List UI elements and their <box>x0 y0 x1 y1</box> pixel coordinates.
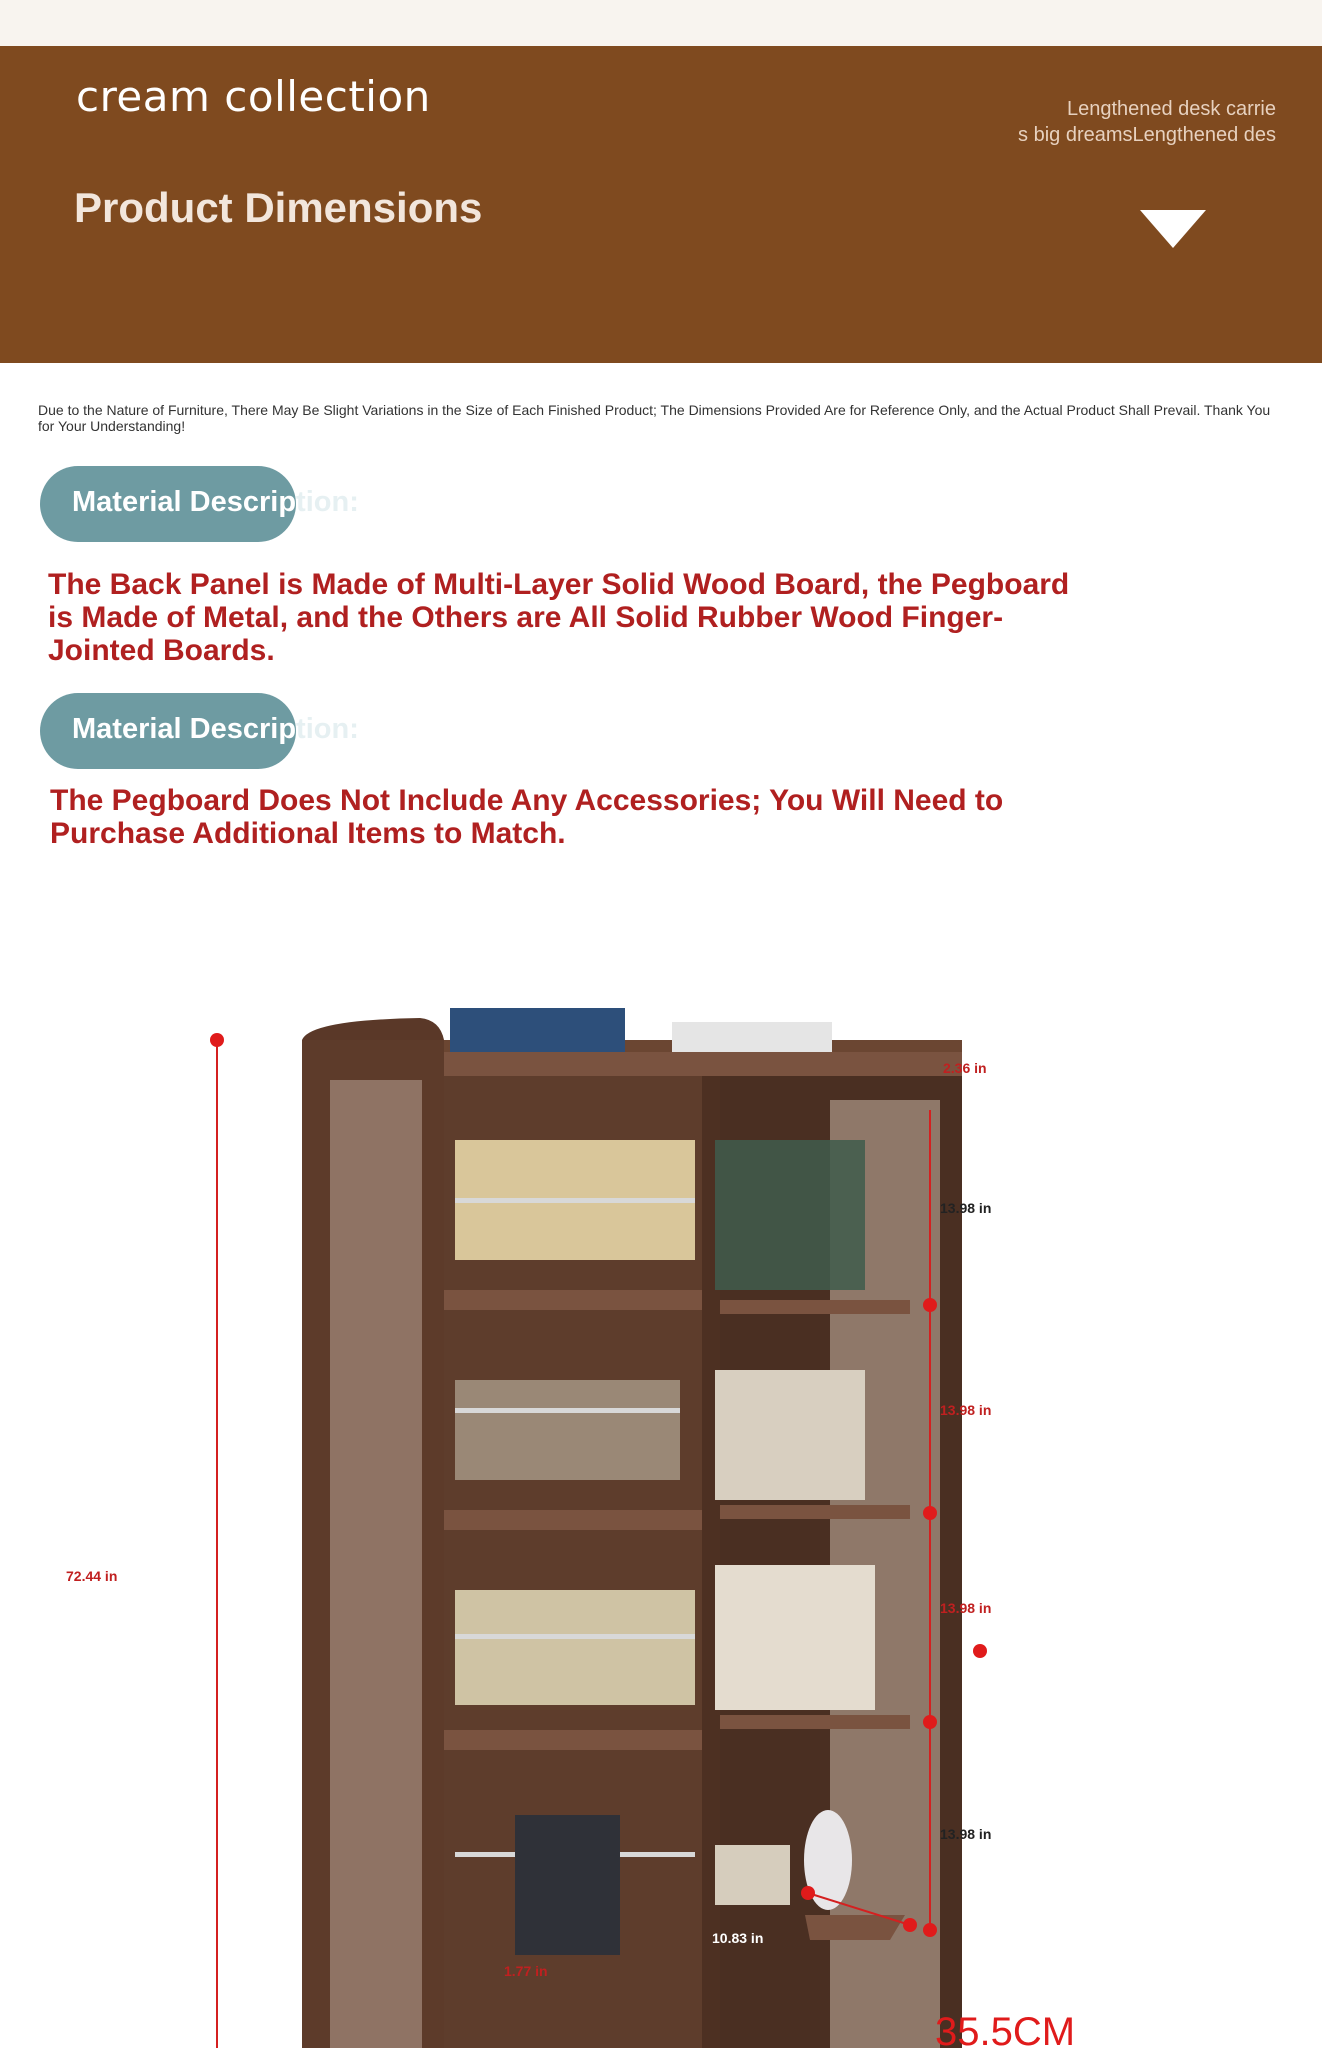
books-on-top <box>450 1008 625 1052</box>
material-heading-2-tail: tion: <box>296 713 359 745</box>
material-heading-1-main: Material Descrip <box>72 486 297 518</box>
material-description-2: The Pegboard Does Not Include Any Accessories; You Will Need to Purchase Additional Items to Match. <box>50 784 1004 850</box>
tagline-line-1: Lengthened desk carrie <box>1066 98 1276 120</box>
rail-3 <box>455 1634 695 1639</box>
left-pegboard <box>330 1080 422 2048</box>
width-label: 35.5CM <box>935 2010 1076 2048</box>
dim-shelf-4: 13.98 in <box>940 1826 992 1842</box>
side-marker <box>973 1644 987 1658</box>
books-row-right-2 <box>715 1370 865 1500</box>
books-row-2 <box>455 1380 680 1480</box>
shelf-right-3 <box>720 1715 910 1729</box>
triangle-down-icon <box>1140 210 1206 248</box>
books-row-3 <box>455 1590 695 1705</box>
rail-1 <box>455 1198 695 1203</box>
dim-total-height: 72.44 in <box>66 1568 118 1584</box>
dim-shelf-depth: 10.83 in <box>712 1930 764 1946</box>
left-side-top <box>302 1018 444 1040</box>
books-row-right-3 <box>715 1565 875 1710</box>
material-heading-1-tail: tion: <box>296 486 359 518</box>
product-illustration <box>0 990 1322 2048</box>
depth-marker-start <box>801 1886 815 1900</box>
shelf-right-2 <box>720 1505 910 1519</box>
shelf-marker-3 <box>923 1715 937 1729</box>
dim-shelf-2: 13.98 in <box>940 1402 992 1418</box>
section-title: Product Dimensions <box>74 184 483 231</box>
shelf-marker-4 <box>923 1923 937 1937</box>
depth-marker-end <box>903 1918 917 1932</box>
dim-shelf-1: 13.98 in <box>940 1200 992 1216</box>
dim-top-gap: 2.36 in <box>943 1060 987 1076</box>
top-strip <box>0 0 1322 46</box>
dim-rail-height: 1.77 in <box>504 1963 548 1979</box>
material-heading-1 <box>72 486 359 519</box>
top-board <box>444 1052 962 1076</box>
bookshelf-drawing <box>0 990 1322 2048</box>
tagline-line-2: s big dreamsLengthened des <box>1018 124 1276 146</box>
rail-2 <box>455 1408 680 1413</box>
disclaimer-text: Due to the Nature of Furniture, There May Be Slight Variations in the Size of Each Finished Product; The Dimensions Provided Are for Reference Only, and the Actual Product Shall Prevail. Thank You for Your Understanding! <box>38 402 1271 434</box>
small-box <box>715 1845 790 1905</box>
material-heading-2-main: Material Descrip <box>72 713 297 745</box>
brand-name: cream collection <box>76 72 431 121</box>
material-description-1: The Back Panel is Made of Multi-Layer Solid Wood Board, the Pegboard is Made of Metal, and the Others are All Solid Rubber Wood Finger-Jointed Boards. <box>48 568 1070 667</box>
game-boxes <box>715 1140 865 1290</box>
book-stand <box>515 1815 620 1955</box>
shelf-marker-2 <box>923 1506 937 1520</box>
height-marker-top <box>210 1033 224 1047</box>
shelf-right-1 <box>720 1300 910 1314</box>
device-on-top <box>672 1022 832 1052</box>
shelf-left-2 <box>444 1510 702 1530</box>
material-heading-2 <box>72 713 359 746</box>
dim-shelf-3: 13.98 in <box>940 1600 992 1616</box>
shelf-left-1 <box>444 1290 702 1310</box>
shelf-marker-1 <box>923 1298 937 1312</box>
shelf-left-3 <box>444 1730 702 1750</box>
tagline <box>956 96 1276 148</box>
